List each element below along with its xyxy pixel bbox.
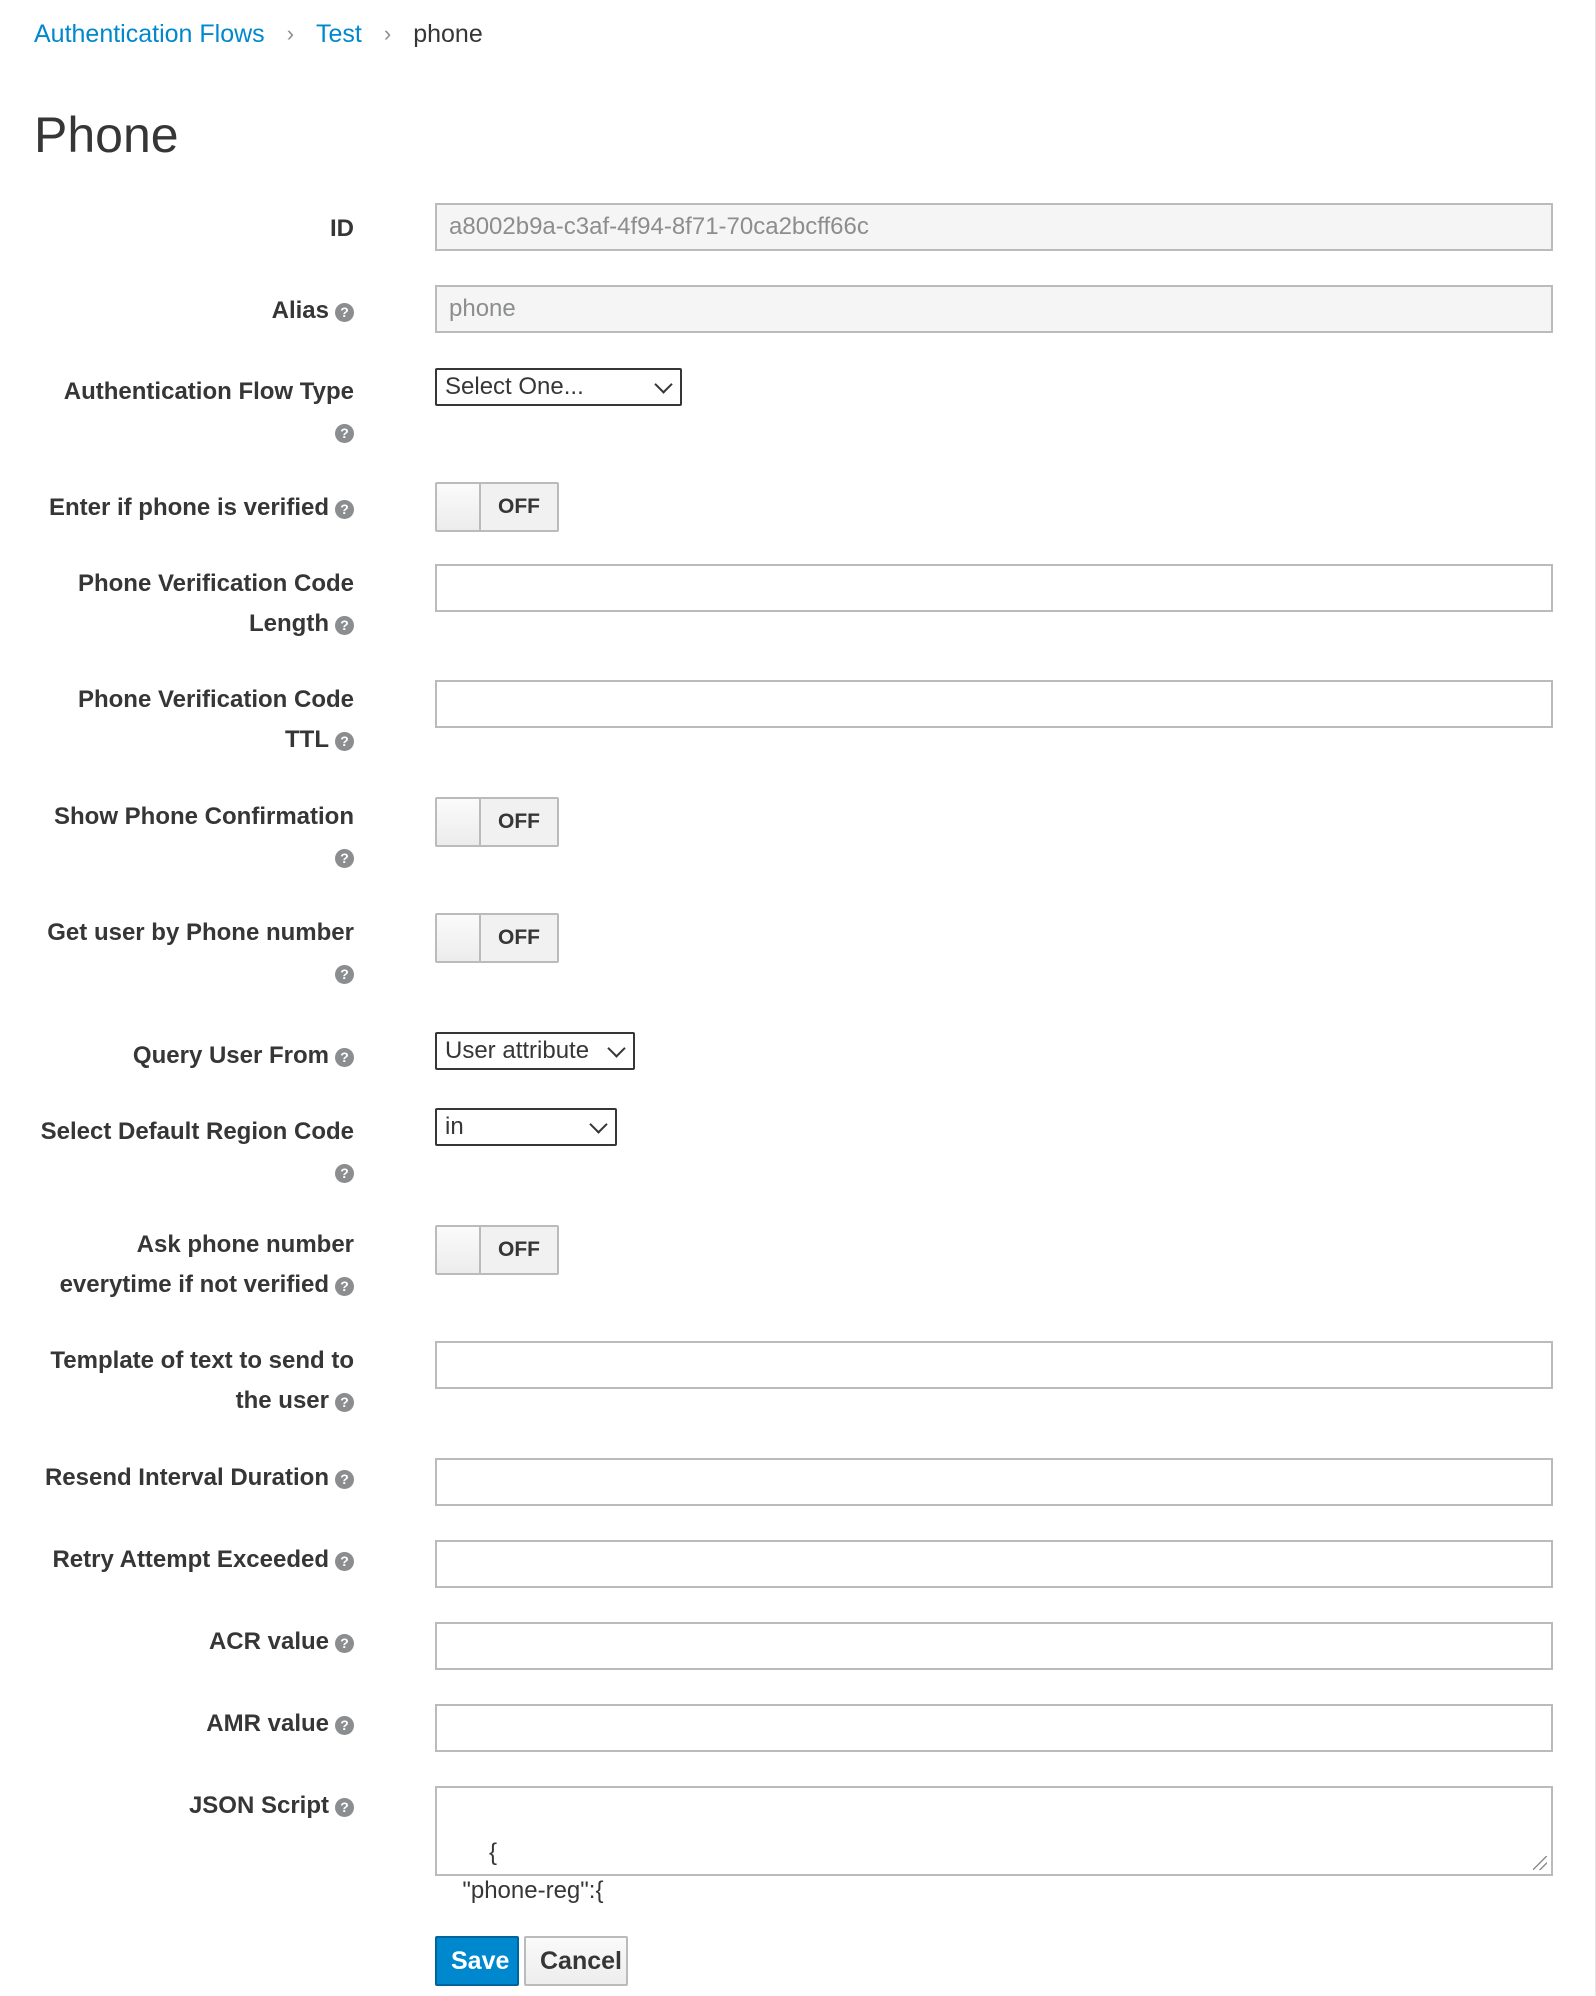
code-ttl-input[interactable] bbox=[435, 680, 1553, 728]
toggle-state: OFF bbox=[481, 799, 557, 845]
query-user-from-select[interactable]: User attribute bbox=[435, 1032, 635, 1070]
code-length-label: Phone Verification Code Length ? bbox=[77, 570, 354, 637]
help-icon[interactable]: ? bbox=[335, 1634, 354, 1653]
help-icon[interactable]: ? bbox=[335, 1552, 354, 1571]
alias-label: Alias ? bbox=[24, 291, 354, 331]
chevron-down-icon bbox=[589, 1115, 607, 1133]
amr-value-label: AMR value ? bbox=[24, 1704, 354, 1744]
save-button[interactable]: Save bbox=[435, 1936, 519, 1986]
help-icon[interactable]: ? bbox=[335, 1277, 354, 1296]
form-row-default-region bbox=[0, 1112, 1596, 1181]
toggle-knob bbox=[437, 1227, 481, 1273]
cancel-button[interactable]: Cancel bbox=[524, 1936, 628, 1986]
id-label: ID bbox=[330, 215, 354, 242]
resend-interval-label: Resend Interval Duration ? bbox=[24, 1458, 354, 1498]
query-user-from-label: Query User From ? bbox=[24, 1036, 354, 1076]
help-icon[interactable]: ? bbox=[335, 1164, 354, 1183]
chevron-down-icon bbox=[607, 1039, 625, 1057]
show-confirmation-toggle[interactable] bbox=[435, 797, 559, 847]
help-icon[interactable]: ? bbox=[335, 303, 354, 322]
resize-grip-icon[interactable] bbox=[1533, 1856, 1547, 1870]
help-icon[interactable]: ? bbox=[335, 424, 354, 443]
toggle-state: OFF bbox=[481, 915, 557, 961]
help-icon[interactable]: ? bbox=[335, 732, 354, 751]
retry-exceeded-label: Retry Attempt Exceeded ? bbox=[24, 1540, 354, 1580]
enter-if-verified-label: Enter if phone is verified ? bbox=[24, 488, 354, 528]
form-row-flow-type bbox=[0, 372, 1596, 441]
resend-interval-input[interactable] bbox=[435, 1458, 1553, 1506]
breadcrumb bbox=[34, 16, 483, 52]
acr-value-input[interactable] bbox=[435, 1622, 1553, 1670]
get-user-by-phone-toggle[interactable] bbox=[435, 913, 559, 963]
chevron-right-icon: › bbox=[286, 21, 295, 46]
default-region-select[interactable]: in bbox=[435, 1108, 617, 1146]
enter-if-verified-toggle[interactable] bbox=[435, 482, 559, 532]
toggle-knob bbox=[437, 799, 481, 845]
acr-value-label: ACR value ? bbox=[24, 1622, 354, 1662]
toggle-state: OFF bbox=[481, 1227, 557, 1273]
show-confirmation-label: Show Phone Confirmation ? bbox=[54, 803, 354, 866]
breadcrumb-link-authentication-flows[interactable]: Authentication Flows bbox=[34, 20, 265, 48]
help-icon[interactable]: ? bbox=[335, 616, 354, 635]
toggle-knob bbox=[437, 484, 481, 530]
json-script-textarea[interactable]: { "phone-reg":{ bbox=[435, 1786, 1553, 1876]
form-row-query-user-from bbox=[0, 1036, 1596, 1074]
flow-type-select[interactable]: Select One... bbox=[435, 368, 682, 406]
help-icon[interactable]: ? bbox=[335, 849, 354, 868]
alias-input[interactable] bbox=[435, 285, 1553, 333]
toggle-knob bbox=[437, 915, 481, 961]
help-icon[interactable]: ? bbox=[335, 965, 354, 984]
help-icon[interactable]: ? bbox=[335, 500, 354, 519]
ask-phone-label: Ask phone number everytime if not verified ? bbox=[59, 1231, 354, 1298]
id-input[interactable] bbox=[435, 203, 1553, 251]
breadcrumb-current: phone bbox=[413, 20, 483, 48]
code-length-input[interactable] bbox=[435, 564, 1553, 612]
breadcrumb-link-test[interactable]: Test bbox=[316, 20, 362, 48]
json-script-label: JSON Script ? bbox=[24, 1786, 354, 1826]
help-icon[interactable]: ? bbox=[335, 1716, 354, 1735]
amr-value-input[interactable] bbox=[435, 1704, 1553, 1752]
get-user-by-phone-label: Get user by Phone number ? bbox=[47, 919, 354, 982]
help-icon[interactable]: ? bbox=[335, 1048, 354, 1067]
default-region-label: Select Default Region Code ? bbox=[40, 1118, 354, 1181]
ask-phone-toggle[interactable] bbox=[435, 1225, 559, 1275]
help-icon[interactable]: ? bbox=[335, 1798, 354, 1817]
help-icon[interactable]: ? bbox=[335, 1393, 354, 1412]
page-title: Phone bbox=[34, 107, 179, 163]
template-text-label: Template of text to send to the user ? bbox=[50, 1347, 354, 1414]
template-text-input[interactable] bbox=[435, 1341, 1553, 1389]
flow-type-label: Authentication Flow Type ? bbox=[63, 378, 354, 441]
chevron-down-icon bbox=[654, 375, 672, 393]
toggle-state: OFF bbox=[481, 484, 557, 530]
form-row-json-script bbox=[0, 1786, 1596, 1904]
code-ttl-label: Phone Verification Code TTL ? bbox=[77, 686, 354, 753]
chevron-right-icon: › bbox=[383, 21, 392, 46]
help-icon[interactable]: ? bbox=[335, 1470, 354, 1489]
retry-exceeded-input[interactable] bbox=[435, 1540, 1553, 1588]
